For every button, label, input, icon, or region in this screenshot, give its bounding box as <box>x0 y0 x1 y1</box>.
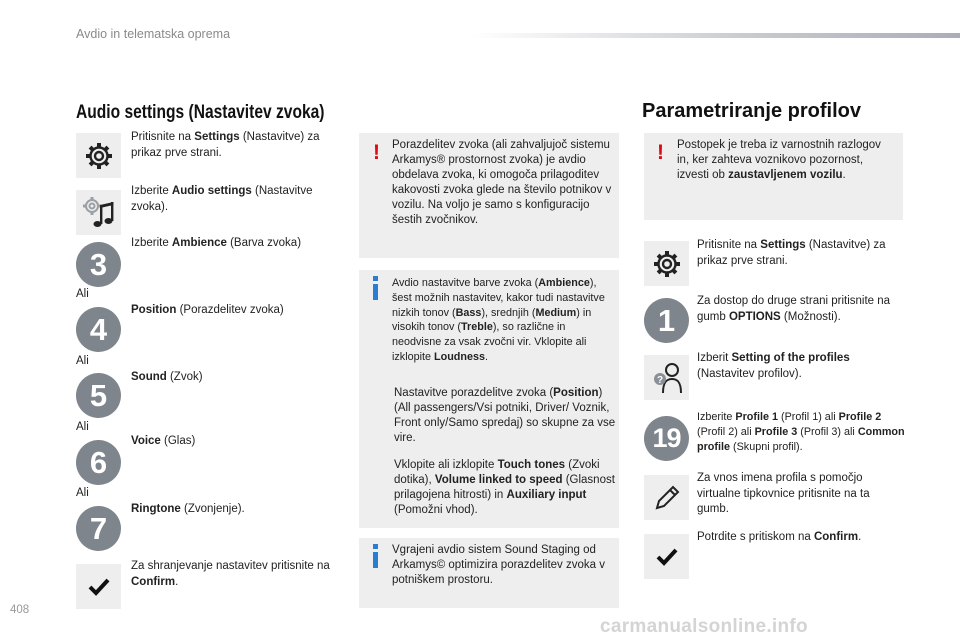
header-divider <box>470 33 960 38</box>
warning-icon: ! <box>373 141 380 164</box>
profiles-title: Parametriranje profilov <box>642 100 861 122</box>
settings-gear-icon <box>76 133 121 178</box>
step-confirm-text: Za shranjevanje nastavitev pritisnite na Confirm. <box>131 560 330 588</box>
info-touch-tones-text: Vklopite ali izklopite Touch tones (Zvoki dotika), Volume linked to speed (Glasnost prilagojena hitrosti) in Auxiliary input (Pomožni vhod). <box>394 459 615 516</box>
profile-step-setting-profiles-text: Izberit Setting of the profiles (Nastavitev profilov). <box>697 352 850 380</box>
step-position-text: Position (Porazdelitev zvoka) <box>131 304 284 316</box>
profile-settings-icon <box>644 355 689 400</box>
step-ringtone-text: Ringtone (Zvonjenje). <box>131 503 245 515</box>
audio-settings-title: Audio settings (Nastavitev zvoka) <box>76 102 325 123</box>
edit-pencil-icon <box>644 475 689 520</box>
warning-sound-distribution-text: Porazdelitev zvoka (ali zahvaljujoč sistemu Arkamys® prostornost zvoka) je avdio obdelava zvoka, ki omogoča prilagoditev kakovosti zvoka glede na število potnikov v vozilu. Na voljo je samo s konfiguracijo šestih zvočnikov. <box>392 139 612 226</box>
step-settings-text: Pritisnite na Settings (Nastavitve) za prikaz prve strani. <box>131 131 320 159</box>
step-7-badge: 7 <box>76 506 121 551</box>
profile-step-rename-text: Za vnos imena profila s pomočjo virtualne tipkovnice pritisnite na ta gumb. <box>697 472 870 515</box>
audio-settings-note-icon <box>76 190 121 235</box>
info-sound-staging-text: Vgrajeni avdio sistem Sound Staging od Arkamys© optimizira porazdelitev zvoka v potniškem prostoru. <box>392 544 605 586</box>
step-ambience-text: Izberite Ambience (Barva zvoka) <box>131 237 302 249</box>
profile-step-confirm-text: Potrdite s pritiskom na Confirm. <box>697 531 862 543</box>
svg-text:?: ? <box>656 374 663 386</box>
step-4-badge: 4 <box>76 307 121 352</box>
info-icon <box>373 284 378 300</box>
step-5-badge: 5 <box>76 373 121 418</box>
or-label: Ali <box>76 355 89 367</box>
page-number: 408 <box>10 604 30 616</box>
step-audio-settings-text: Izberite Audio settings (Nastavitve zvoka). <box>131 185 313 213</box>
warning-icon: ! <box>657 141 664 164</box>
step-sound-text: Sound (Zvok) <box>131 371 203 383</box>
confirm-check-icon <box>644 534 689 579</box>
profile-step-select-profile-text: Izberite Profile 1 (Profil 1) ali Profile 2 (Profil 2) ali Profile 3 (Profil 3) ali Common profile (Skupni profil). <box>697 411 905 453</box>
step-6-badge: 6 <box>76 440 121 485</box>
or-label: Ali <box>76 421 89 433</box>
info-position-text: Nastavitve porazdelitve zvoka (Position) (All passengers/Vsi potniki, Driver/ Voznik, Front only/Samo spredaj) so skupne za vse vire. <box>394 387 616 444</box>
step-3-badge: 3 <box>76 242 121 287</box>
confirm-check-icon <box>76 564 121 609</box>
info-icon <box>373 552 378 568</box>
watermark: carmanualsonline.info <box>600 616 808 637</box>
profile-step-options-text: Za dostop do druge strani pritisnite na gumb OPTIONS (Možnosti). <box>697 295 891 323</box>
profile-step-settings-text: Pritisnite na Settings (Nastavitve) za prikaz prve strani. <box>697 239 886 267</box>
step-19-badge: 19 <box>644 416 689 461</box>
step-1-badge: 1 <box>644 298 689 343</box>
or-label: Ali <box>76 288 89 300</box>
settings-gear-icon <box>644 241 689 286</box>
warning-profiles-text: Postopek je treba iz varnostnih razlogov in, ker zahteva voznikovo pozornost, izvesti ob zaustavljenem vozilu. <box>677 139 881 181</box>
or-label: Ali <box>76 487 89 499</box>
step-voice-text: Voice (Glas) <box>131 435 196 447</box>
info-ambience-text: Avdio nastavitve barve zvoka (Ambience), šest možnih nastavitev, kakor tudi nastavitve nizkih tonov (Bass), srednjih (Medium) in visokih tonov (Treble), so različne in neodvisne za vsak zvočni vir. Vklopite ali izklopite Loudness. <box>392 277 605 363</box>
section-header: Avdio in telematska oprema <box>76 27 231 41</box>
